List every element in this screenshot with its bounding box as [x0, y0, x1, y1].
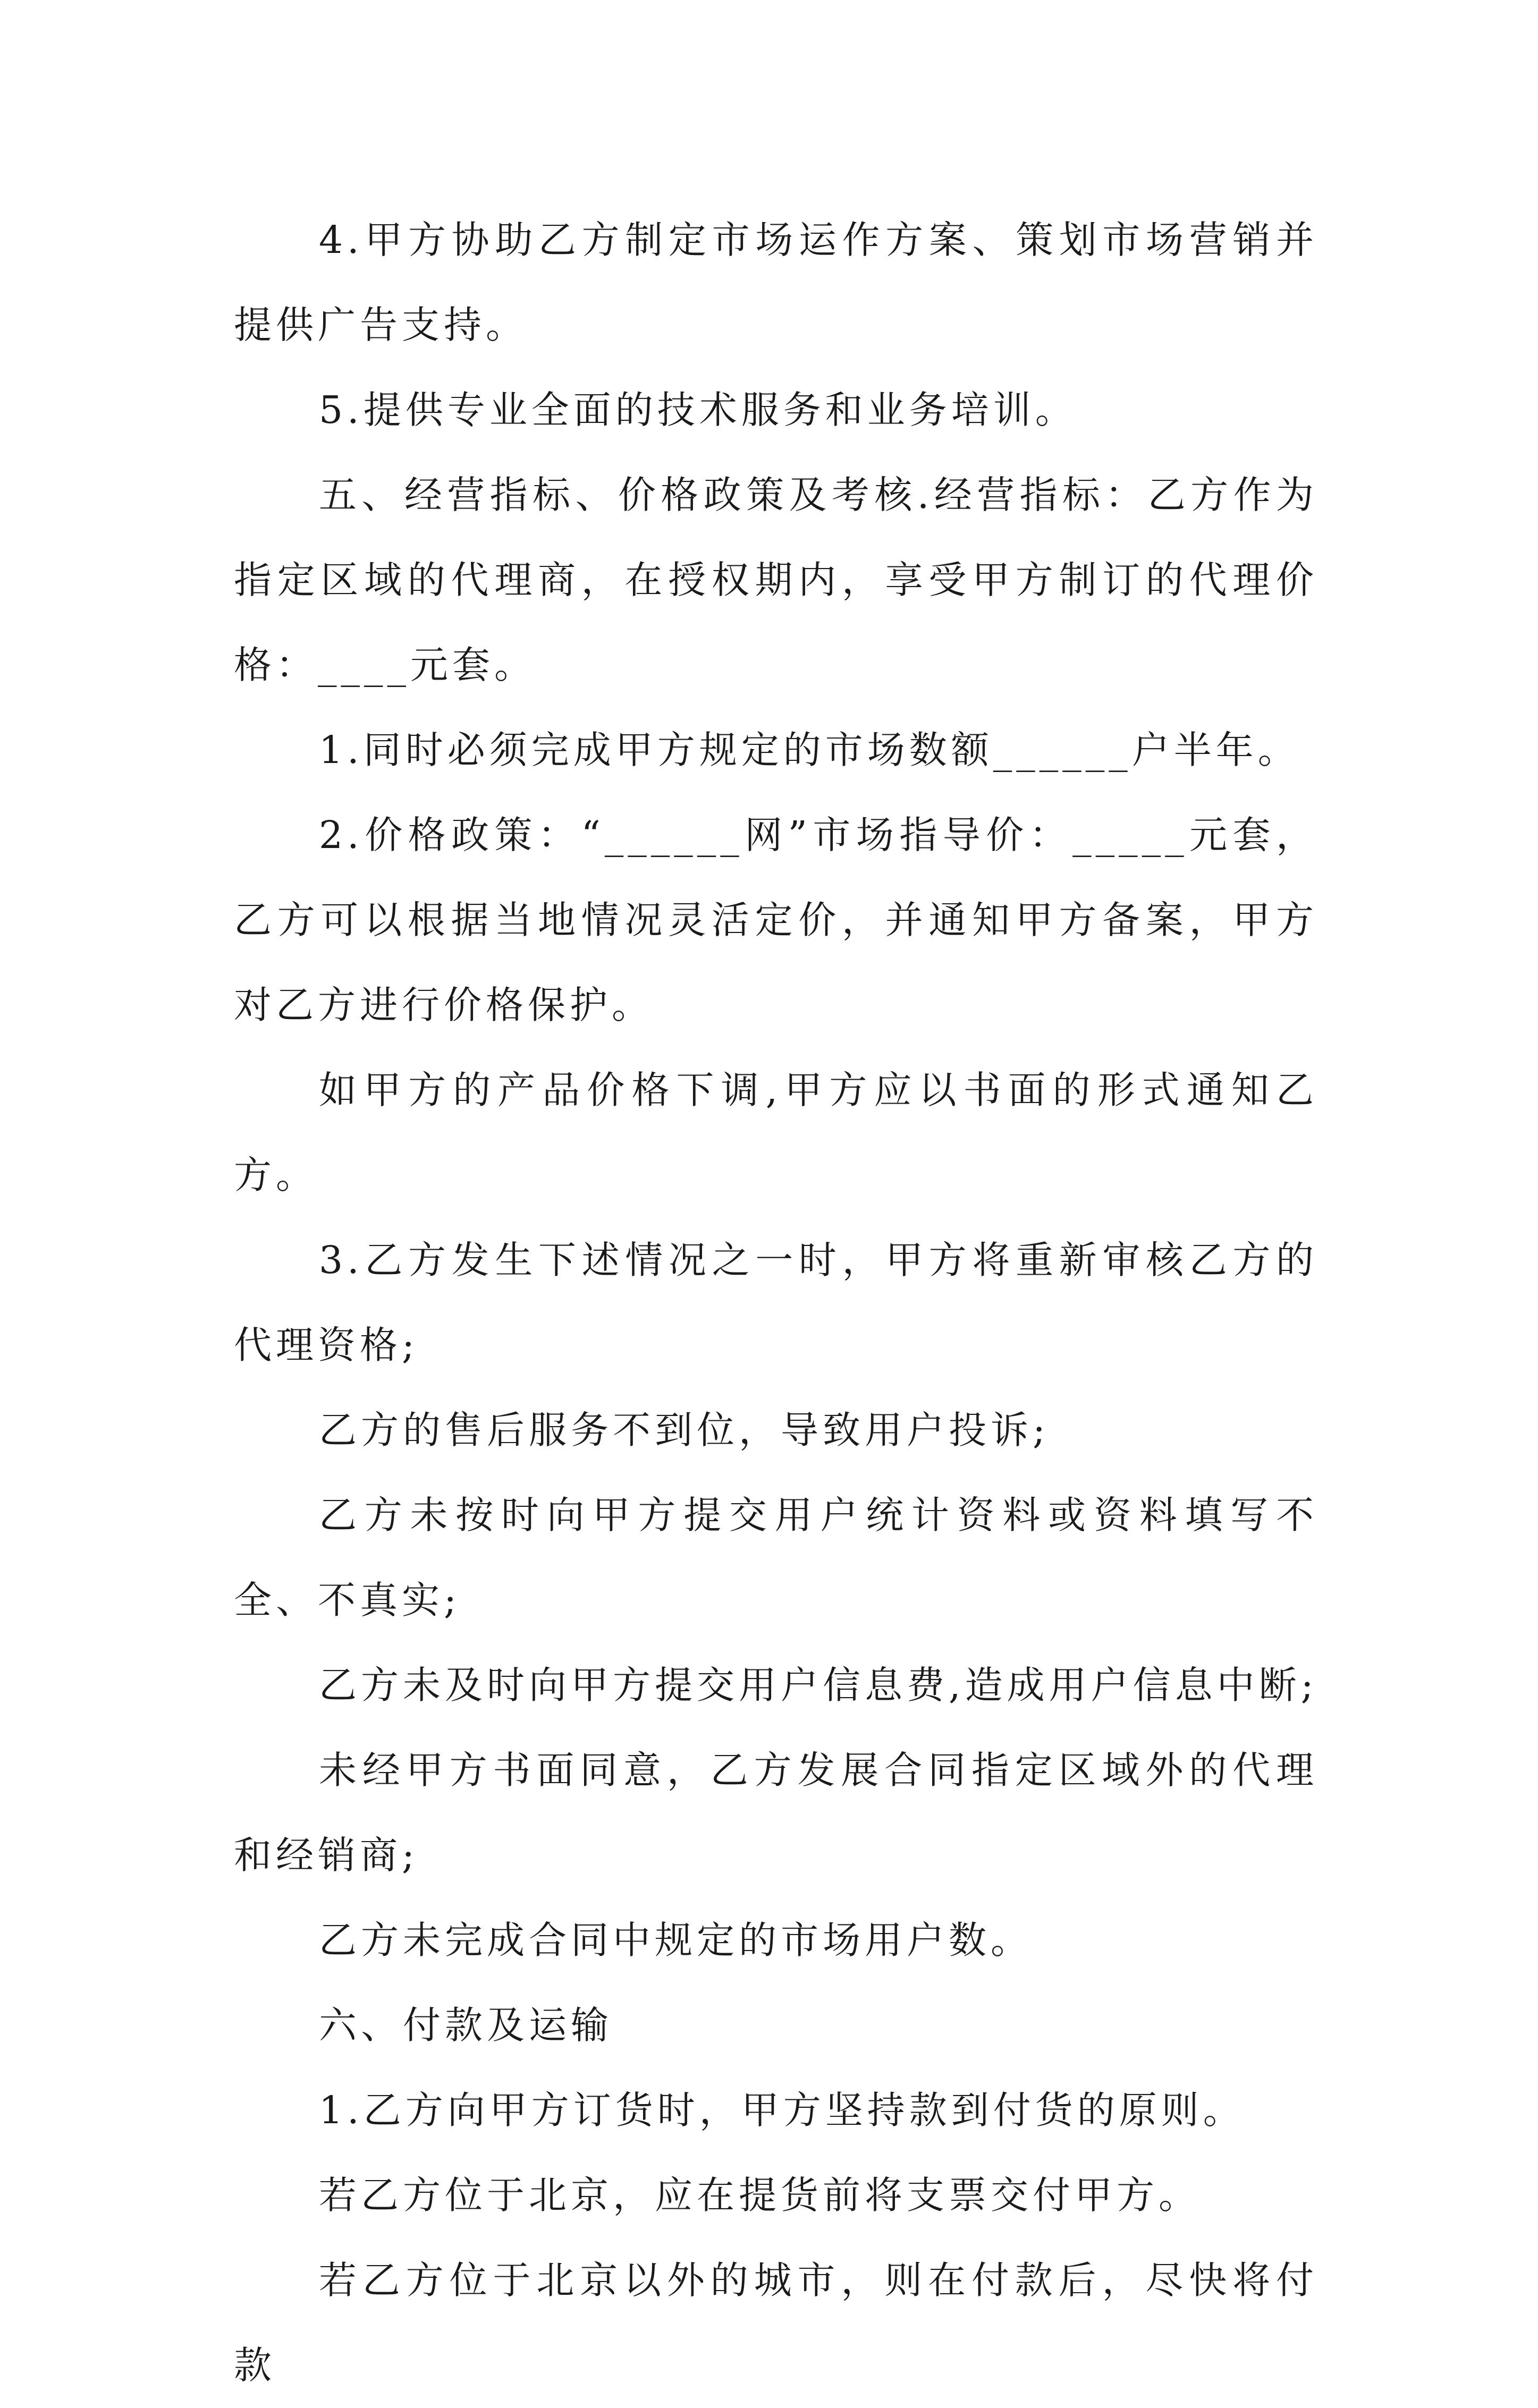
paragraph-item-1-payment: 1.乙方向甲方订货时，甲方坚持款到付货的原则。: [319, 2088, 1245, 2132]
paragraph-user-fee: 乙方未及时向甲方提交用户信息费,造成用户信息中断;: [319, 1663, 1318, 1707]
section-heading-5-operating-targets: 五、经营指标、价格政策及考核.经营指标：乙方作为指定区域的代理商，在授权期内，享受甲方制订的代理价格：____元套。: [234, 473, 1318, 687]
paragraph-out-of-region: 未经甲方书面同意，乙方发展合同指定区域外的代理和经销商;: [234, 1748, 1318, 1877]
paragraph-after-sales: 乙方的售后服务不到位，导致用户投诉;: [319, 1408, 1050, 1452]
paragraph-price-reduction: 如甲方的产品价格下调,甲方应以书面的形式通知乙方。: [234, 1068, 1318, 1197]
document-body: [234, 198, 1318, 2408]
paragraph-user-statistics: 乙方未按时向甲方提交用户统计资料或资料填写不全、不真实;: [234, 1493, 1318, 1622]
paragraph-item-5: 5.提供专业全面的技术服务和业务培训。: [319, 388, 1077, 432]
paragraph-beijing: 若乙方位于北京，应在提货前将支票交付甲方。: [319, 2173, 1201, 2217]
paragraph-item-3-review: 3.乙方发生下述情况之一时，甲方将重新审核乙方的代理资格;: [234, 1238, 1318, 1367]
paragraph-user-count: 乙方未完成合同中规定的市场用户数。: [319, 1918, 1033, 1962]
paragraph-outside-beijing: 若乙方位于北京以外的城市，则在付款后，尽快将付款: [234, 2258, 1318, 2387]
paragraph-item-1-market-quota: 1.同时必须完成甲方规定的市场数额______户半年。: [319, 728, 1300, 772]
paragraph-item-2-price-policy: 2.价格政策：“______网”市场指导价：_____元套，乙方可以根据当地情况灵活定价，并通知甲方备案，甲方对乙方进行价格保护。: [234, 813, 1318, 1027]
paragraph-item-4: 4.甲方协助乙方制定市场运作方案、策划市场营销并提供广告支持。: [234, 218, 1318, 347]
section-heading-6-payment-transport: 六、付款及运输: [319, 2003, 613, 2047]
